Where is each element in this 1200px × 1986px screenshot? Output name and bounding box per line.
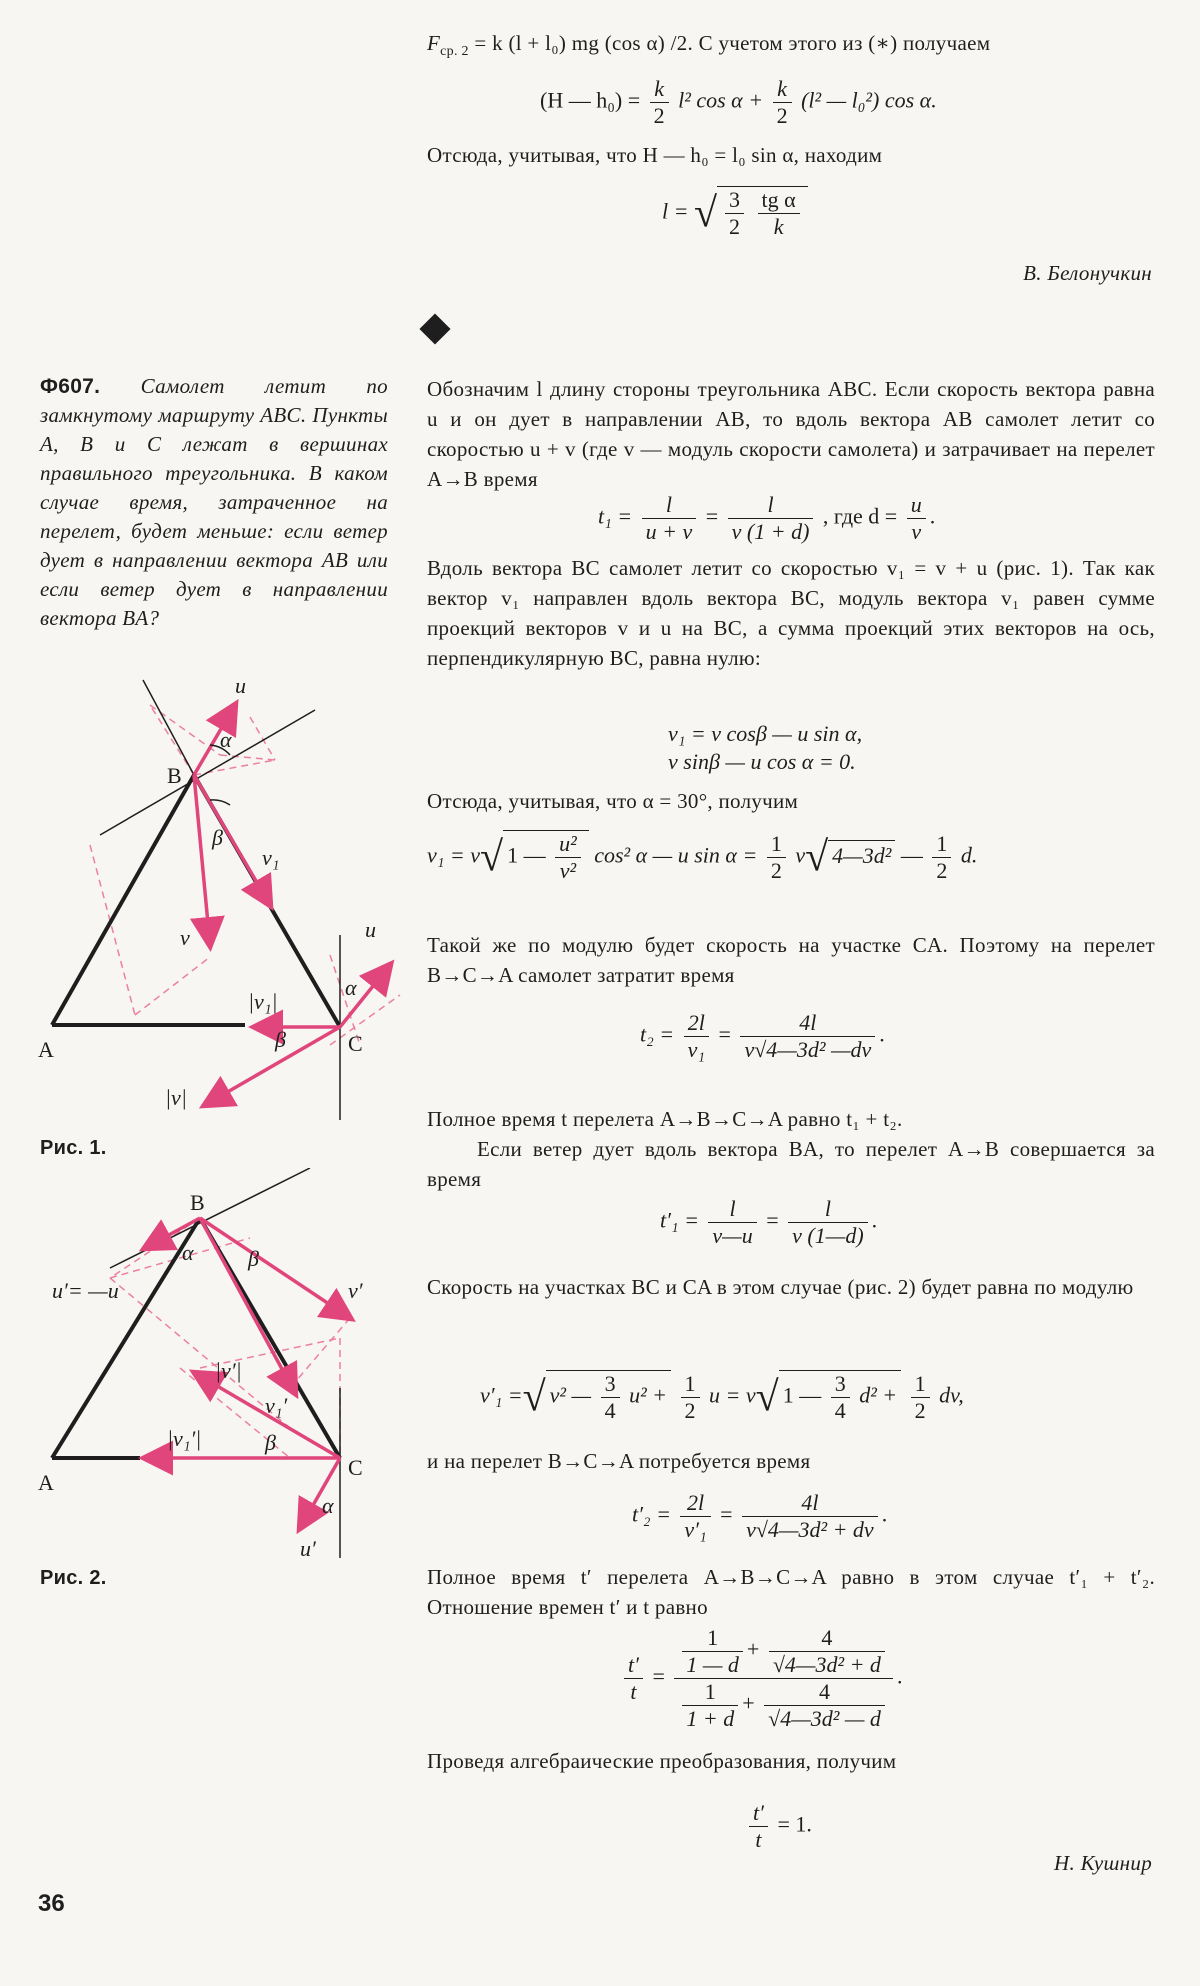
solution-p5: Полное время t перелета A→B→C→A равно t₁ + t₂. <box>427 1107 903 1131</box>
section-divider-diamond <box>419 313 450 344</box>
fig1-label-abs-v: |v| <box>165 1085 187 1110</box>
solution-p10: Проведя алгебраические преобразования, получим <box>427 1749 897 1773</box>
fig2-label-C: C <box>348 1455 363 1480</box>
page-number: 36 <box>38 1890 65 1917</box>
solution-p4: Такой же по модулю будет скорость на участке CA. Поэтому на перелет B→C→A самолет затратит время <box>427 933 1155 987</box>
prev-line2: Отсюда, учитывая, что H — h₀ = l₀ sin α, находим <box>427 143 883 167</box>
fig1-label-alpha-right: α <box>345 975 357 1000</box>
solution-p6: Если ветер дует вдоль вектора BA, то перелет A→B совершается за время <box>427 1137 1155 1191</box>
solution-eq-t1: t₁ = $\frac{l}{u + v}$ = $\frac{l}{v (1 + d)}$ , где d = $\frac{u}{v}$ . <box>598 492 936 544</box>
fig2-label-abs-v-prime: |v′| <box>215 1358 242 1383</box>
fig1-label-A: A <box>38 1037 54 1062</box>
solution-eq-t2-prime: t′₂ = $\frac{2l}{\text{v′₁}}$ = $\frac{4l}{\text{v√4—3d² + dv}}$ . <box>632 1490 888 1542</box>
figure-2 <box>30 1168 410 1568</box>
fig2-caption: Рис. 2. <box>40 1567 107 1589</box>
fig2-label-beta-c: β <box>265 1430 276 1455</box>
solution-p1: Обозначим l длину стороны треугольника ABC. Если скорость вектора равна u и он дует в направлении AB, то вдоль вектора AB самолет летит со скоростью u + v (где v — модуль скорости самолета) и затрачивает на перелет A→B время <box>427 377 1155 491</box>
solution-eq-system: v₁ = v cosβ — u sin α, v sinβ — u cos α = 0. <box>668 721 863 774</box>
fig1-label-beta-c: β <box>275 1027 286 1052</box>
fig1-label-v: v <box>180 925 190 950</box>
solution-eq-ratio: $\frac{t'}{t}$ = $\frac{1}{1 — d}$ + $\frac{4}{\text{√4—3d² + d}}$ $\frac{1}{1 + d}$ + $\frac{4}{\text{√4—3d² — d}}$ . <box>620 1625 1160 1732</box>
fig2-label-B: B <box>190 1190 205 1215</box>
fig1-label-u-top: u <box>235 673 246 698</box>
prev-author: В. Белонучкин <box>1023 261 1152 285</box>
solution-eq-v1-prime: v′₁ =√ v² — $\frac{3}{4}$ u² + $\frac{1}{2}$ u = v√ 1 — $\frac{3}{4}$ d² + $\frac{1}{2}$ dv, <box>480 1371 964 1423</box>
solution-p3: Отсюда, учитывая, что α = 30°, получим <box>427 789 799 813</box>
fig2-label-u-prime: u′ <box>300 1536 316 1561</box>
fig2-label-v1-prime: v₁′ <box>265 1393 288 1418</box>
fig1-caption: Рис. 1. <box>40 1137 107 1159</box>
fig1-label-alpha-top: α <box>220 727 232 752</box>
fig1-label-v1: v₁ <box>262 845 280 870</box>
fig2-label-alpha-c: α <box>322 1493 334 1518</box>
fig1-label-C: C <box>348 1031 363 1056</box>
solution-p2: Вдоль вектора BC самолет летит со скоростью v₁ = v + u (рис. 1). Так как вектор v₁ направлен вдоль вектора BC, модуль вектора v₁ равен сумме проекций векторов v и u на BC, а сумма проекций этих векторов на ось, перпендикулярную BC, равна нулю: <box>427 556 1155 670</box>
fig2-label-abs-v1-prime: |v₁′| <box>167 1426 202 1451</box>
prev-eq1: (H — h₀) = $\frac{k}{2}$ l² cos α + $\frac{k}{2}$ (l² — l₀²) cos α. <box>540 76 937 128</box>
solution-p9: Полное время t′ перелета A→B→C→A равно в этом случае t′₁ + t′₂. Отношение времен t′ и t равно <box>427 1565 1155 1619</box>
figure-1 <box>30 665 410 1135</box>
fig1-label-B: B <box>167 763 182 788</box>
fig2-label-u-prime-eq: u′= —u <box>52 1278 119 1303</box>
solution-eq-v1: v₁ = v√ 1 — $\frac{\text{u²}}{\text{v²}}$ cos² α — u sin α = $\frac{1}{2}$ v√ 4—3d² — $\frac{1}{2}$ d. <box>427 831 978 883</box>
solution-p8: и на перелет B→C→A потребуется время <box>427 1449 811 1473</box>
solution-eq-t2: t₂ = $\frac{2l}{\text{v₁}}$ = $\frac{4l}{\text{v√4—3d² —dv}}$ . <box>640 1010 885 1062</box>
fig2-label-beta-top: β <box>248 1246 259 1271</box>
fig2-dashed-construction <box>110 1218 350 1458</box>
prev-eq2: l = √ $\frac{3}{2}$ $\frac{\text{tg α}}{k}$ <box>662 186 912 240</box>
fig2-label-A: A <box>38 1470 54 1495</box>
solution-author: Н. Кушнир <box>1054 1851 1152 1875</box>
fig1-label-u-right: u <box>365 917 376 942</box>
fig1-label-abs-v1: |v₁| <box>248 989 278 1014</box>
solution-eq-t1-prime: t′₁ = $\frac{l}{v—u}$ = $\frac{l}{v (1—d)}$ . <box>660 1196 878 1248</box>
fig1-label-beta: β <box>212 825 223 850</box>
solution-eq-final: $\frac{t'}{t}$ = 1. <box>745 1800 945 1853</box>
solution-p7: Скорость на участках BC и CA в этом случае (рис. 2) будет равна по модулю <box>427 1275 1134 1299</box>
fig2-label-alpha-top: α <box>182 1240 194 1265</box>
fig2-label-v-prime: v′ <box>348 1278 363 1303</box>
problem-statement: Ф607. Самолет летит по замкнутому маршруту ABC. Пункты A, B и C лежат в вершинах правильного треугольника. В каком случае время, затраченное на перелет, будет меньше: если ветер дует в направлении вектора AB или если ветер дует в направлении вектора BA? <box>40 374 388 630</box>
prev-line1: $F_{ср. 2} = k$ (l + l₀) mg (cos α) /2. С учетом этого из (∗) получаем <box>427 31 991 60</box>
